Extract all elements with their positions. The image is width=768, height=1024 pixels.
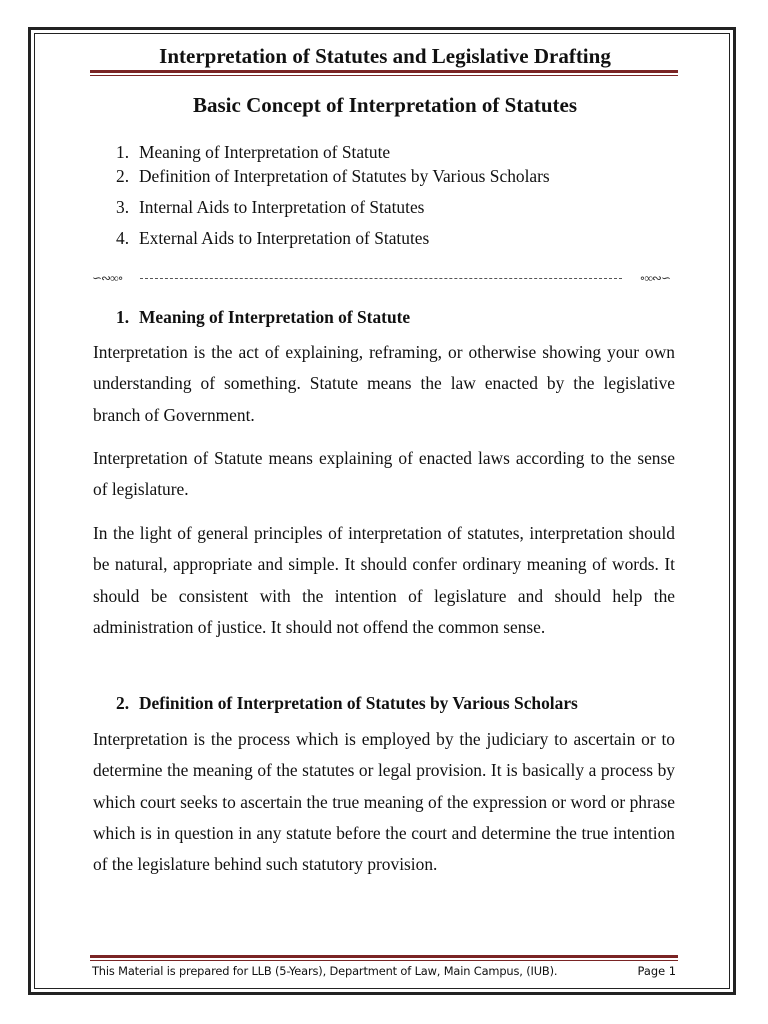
toc-item-number: 3. [116,197,130,217]
toc-item [116,228,429,248]
dashed-divider-line [140,278,622,279]
footer-rule-thin [90,960,678,961]
paragraph: In the light of general principles of interpretation of statutes, interpretation should be natural, appropriate and simple. It should confer ordinary meaning of words. It should be consistent with the intention of legislature and should help the administration of justice. It should not offend the common sense. [93,523,675,637]
paragraph: Interpretation is the act of explaining, reframing, or otherwise showing your own understanding of something. Statute means the law enacted by the legislative branch of Government. [93,342,675,425]
section-heading-text: Meaning of Interpretation of Statute [139,307,411,327]
paragraph: Interpretation of Statute means explaining of enacted laws according to the sense of legislature. [93,448,675,500]
section-number: 1. [116,307,130,327]
left-ornament-icon: ∽∾∞∘ [92,271,123,285]
toc-item-text: Definition of Interpretation of Statutes by Various Scholars [139,166,550,186]
toc-item [116,142,390,162]
toc-item-text: Internal Aids to Interpretation of Statutes [139,197,425,217]
section-heading [116,306,410,328]
ornamental-divider [92,270,670,286]
toc-item-number: 4. [116,228,130,248]
page-number: Page 1 [637,964,676,978]
toc-item [116,166,550,186]
document-heading: Basic Concept of Interpretation of Statutes [193,93,577,117]
toc-item [116,197,424,217]
footer-rule [90,955,678,958]
toc-item-number: 1. [116,142,130,162]
right-ornament-icon: ∘∞∾∽ [639,271,670,285]
header-rule-thin [90,75,678,76]
toc-item-text: External Aids to Interpretation of Statutes [139,228,430,248]
header-rule [90,70,678,73]
toc-item-number: 2. [116,166,130,186]
toc-item-text: Meaning of Interpretation of Statute [139,142,391,162]
section-heading-text: Definition of Interpretation of Statutes by Various Scholars [139,693,578,713]
footer-note: This Material is prepared for LLB (5-Years), Department of Law, Main Campus, (IUB). [92,964,558,978]
header-title: Interpretation of Statutes and Legislative Drafting [159,44,611,68]
section-heading [116,692,578,714]
section-number: 2. [116,693,130,713]
paragraph: Interpretation is the process which is employed by the judiciary to ascertain or to determine the meaning of the statutes or legal provision. It is basically a process by which court seeks to ascertain the true meaning of the expression or word or phrase which is in question in any statute before the court and determine the true intention of the legislature behind such statutory provision. [93,729,675,875]
